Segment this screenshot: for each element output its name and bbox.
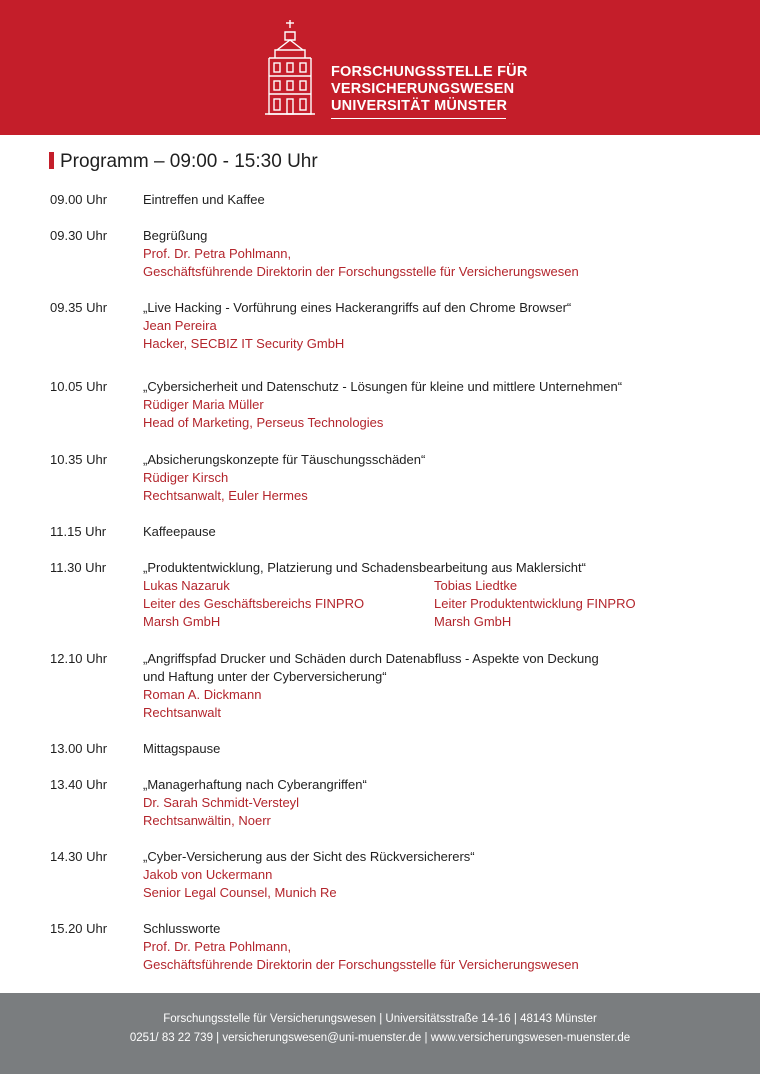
item-time: 09.30 Uhr — [50, 228, 108, 243]
speaker-role: Leiter Produktentwicklung FINPRO — [434, 596, 636, 611]
speaker-company: Marsh GmbH — [434, 614, 512, 629]
speaker-name: Jean Pereira — [143, 318, 217, 333]
speaker-role: Senior Legal Counsel, Munich Re — [143, 885, 337, 900]
item-title: „Produktentwicklung, Platzierung und Schadensbearbeitung aus Maklersicht“ — [143, 560, 586, 575]
header-banner — [0, 0, 760, 135]
speaker-role: Rechtsanwältin, Noerr — [143, 813, 271, 828]
logo-line-2: VERSICHERUNGSWESEN — [331, 81, 515, 97]
program-title-text: Programm – 09:00 - 15:30 Uhr — [60, 151, 318, 172]
item-title: „Cybersicherheit und Datenschutz - Lösungen für kleine und mittlere Unternehmen“ — [143, 379, 623, 394]
item-time: 12.10 Uhr — [50, 651, 108, 666]
item-title: „Live Hacking - Vorführung eines Hackerangriffs auf den Chrome Browser“ — [143, 300, 572, 315]
item-title-cont: und Haftung unter der Cyberversicherung“ — [143, 669, 387, 684]
title-accent-bar — [49, 152, 54, 169]
speaker-name: Jakob von Uckermann — [143, 867, 273, 882]
speaker-name: Rüdiger Maria Müller — [143, 397, 264, 412]
item-time: 10.35 Uhr — [50, 452, 108, 467]
speaker-role: Rechtsanwalt — [143, 705, 222, 720]
speaker-name: Prof. Dr. Petra Pohlmann, — [143, 246, 292, 261]
speaker-role: Head of Marketing, Perseus Technologies — [143, 415, 384, 430]
item-title: Begrüßung — [143, 228, 208, 243]
speaker-role: Hacker, SECBIZ IT Security GmbH — [143, 336, 345, 351]
institute-name — [331, 64, 528, 115]
logo-divider — [331, 118, 506, 119]
speaker-company: Marsh GmbH — [143, 614, 221, 629]
item-title: Mittagspause — [143, 741, 221, 756]
footer — [0, 993, 760, 1074]
item-title: Eintreffen und Kaffee — [143, 192, 265, 207]
item-time: 15.20 Uhr — [50, 921, 108, 936]
speaker-name: Rüdiger Kirsch — [143, 470, 229, 485]
building-icon — [255, 18, 325, 120]
item-title: Kaffeepause — [143, 524, 216, 539]
item-title: „Angriffspfad Drucker und Schäden durch Datenabfluss - Aspekte von Deckung — [143, 651, 599, 666]
second-speaker — [434, 577, 636, 631]
item-title: „Cyber-Versicherung aus der Sicht des Rückversicherers“ — [143, 849, 475, 864]
logo-line-1: FORSCHUNGSSTELLE FÜR — [331, 64, 528, 80]
program-title — [49, 151, 318, 173]
item-time: 09.00 Uhr — [50, 192, 108, 207]
speaker-name: Lukas Nazaruk — [143, 578, 230, 593]
speaker-role: Geschäftsführende Direktorin der Forschungsstelle für Versicherungswesen — [143, 957, 579, 972]
item-time: 11.15 Uhr — [50, 524, 107, 539]
speaker-role: Geschäftsführende Direktorin der Forschungsstelle für Versicherungswesen — [143, 264, 579, 279]
logo-line-3: UNIVERSITÄT MÜNSTER — [331, 98, 508, 114]
speaker-name: Prof. Dr. Petra Pohlmann, — [143, 939, 292, 954]
item-time: 14.30 Uhr — [50, 849, 108, 864]
speaker-role: Leiter des Geschäftsbereichs FINPRO — [143, 596, 365, 611]
footer-address: Forschungsstelle für Versicherungswesen | Universitätsstraße 14-16 | 48143 Münster — [163, 1013, 597, 1025]
footer-contact: 0251/ 83 22 739 | versicherungswesen@uni-muenster.de | www.versicherungswesen-muenster.de — [129, 1032, 631, 1044]
item-title: „Absicherungskonzepte für Täuschungsschäden“ — [143, 452, 426, 467]
item-time: 09.35 Uhr — [50, 300, 108, 315]
item-time: 11.30 Uhr — [50, 560, 107, 575]
item-time: 13.40 Uhr — [50, 777, 108, 792]
item-time: 10.05 Uhr — [50, 379, 108, 394]
speaker-role: Rechtsanwalt, Euler Hermes — [143, 488, 308, 503]
item-title: Schlussworte — [143, 921, 221, 936]
speaker-name: Dr. Sarah Schmidt-Versteyl — [143, 795, 300, 810]
item-time: 13.00 Uhr — [50, 741, 108, 756]
speaker-name: Roman A. Dickmann — [143, 687, 262, 702]
speaker-name: Tobias Liedtke — [434, 578, 518, 593]
item-title: „Managerhaftung nach Cyberangriffen“ — [143, 777, 367, 792]
